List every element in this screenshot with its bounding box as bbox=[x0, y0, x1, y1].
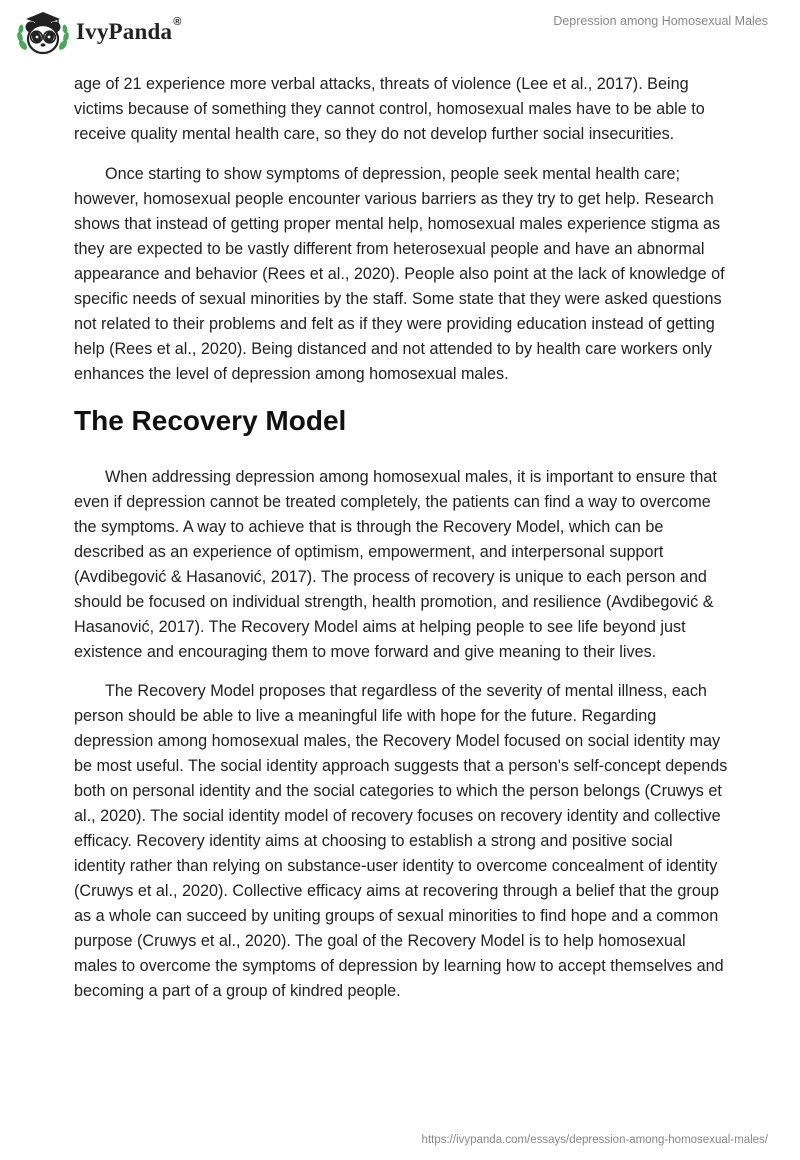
document-title: Depression among Homosexual Males bbox=[553, 14, 768, 28]
brand-name[interactable] bbox=[76, 16, 182, 45]
page-header bbox=[0, 0, 800, 72]
registered-mark: ® bbox=[173, 16, 182, 28]
paragraph-continuation: age of 21 experience more verbal attacks, threats of violence (Lee et al., 2017). Being victims because of something they cannot control, homosexual males have to be able to receive quality mental health care, so they do not develop further social insecurities. bbox=[74, 75, 705, 143]
paragraph-recovery-identity: The Recovery Model proposes that regardless of the severity of mental illness, each person should be able to live a meaningful life with hope for the future. Regarding depression among homosexual males, the Recovery Model focused on social identity may be most useful. The social identity approach suggests that a person's self-concept depends both on personal identity and the social categories to which the person belongs (Cruwys et al., 2020). The social identity model of recovery focuses on recovery identity and collective efficacy. Recovery identity aims at choosing to establish a strong and positive social identity rather than relying on substance-user identity to overcome concealment of identity (Cruwys et al., 2020). Collective efficacy aims at recovering through a belief that the group as a whole can succeed by uniting groups of sexual minorities to find hope and a common purpose (Cruwys et al., 2020). The goal of the Recovery Model is to help homosexual males to overcome the symptoms of depression by learning how to accept themselves and becoming a part of a group of kindred people. bbox=[74, 682, 728, 1000]
footer-url[interactable]: https://ivypanda.com/essays/depression-among-homosexual-males/ bbox=[421, 1134, 768, 1146]
section-heading: The Recovery Model bbox=[74, 405, 347, 436]
panda-logo-icon[interactable] bbox=[14, 8, 72, 60]
paragraph-recovery-intro: When addressing depression among homosexual males, it is important to ensure that even if depression cannot be treated completely, the patients can find a way to overcome the symptoms. A way to achieve that is through the Recovery Model, which can be described as an experience of optimism, empowerment, and interpersonal support (Avdibegović & Hasanović, 2017). The process of recovery is unique to each person and should be focused on individual strength, health promotion, and resilience (Avdibegović & Hasanović, 2017). The Recovery Model aims at helping people to see life beyond just existence and encouraging them to move forward and give meaning to their lives. bbox=[74, 468, 717, 661]
essay-content bbox=[74, 72, 728, 1018]
brand-text: IvyPanda bbox=[76, 19, 173, 44]
paragraph-barriers: Once starting to show symptoms of depression, people seek mental health care; however, homosexual people encounter various barriers as they try to get help. Research shows that instead of getting proper mental help, homosexual males experience stigma as they are expected to be vastly different from heterosexual people and have an abnormal appearance and behavior (Rees et al., 2020). People also point at the lack of knowledge of specific needs of sexual minorities by the staff. Some state that they were asked questions not related to their problems and felt as if they were providing education instead of getting help (Rees et al., 2020). Being distanced and not attended to by health care workers only enhances the level of depression among homosexual males. bbox=[74, 165, 725, 383]
